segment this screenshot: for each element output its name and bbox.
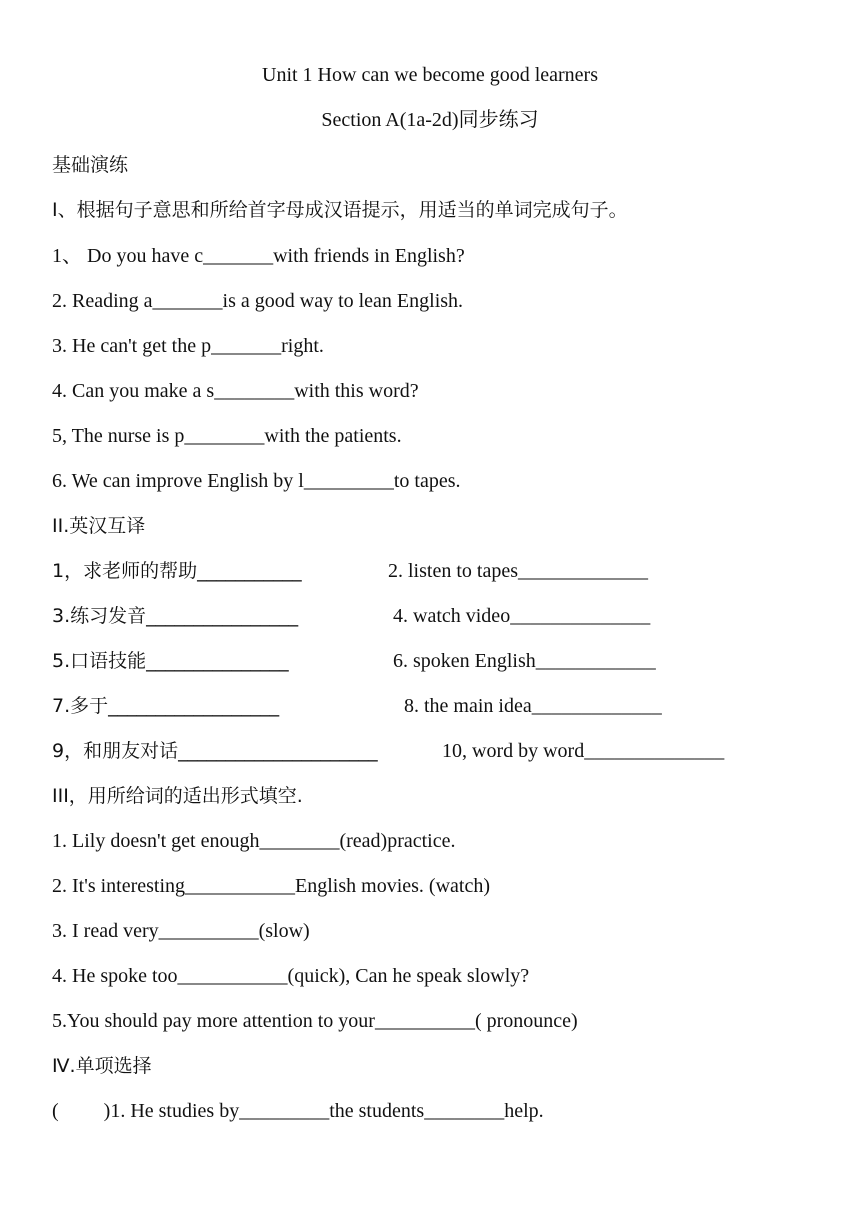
part3-item-4: 4. He spoke too___________(quick), Can he speak slowly? xyxy=(52,965,530,987)
part2-item-left-5: 5.口语技能_______________ xyxy=(52,650,289,672)
part2-item-left-3: 3.练习发音________________ xyxy=(52,605,299,627)
part2-heading: II.英汉互译 xyxy=(52,515,146,537)
basic-practice-heading: 基础演练 xyxy=(52,154,129,176)
part1-heading: I、根据句子意思和所给首字母成汉语提示，用适当的单词完成句子。 xyxy=(52,199,628,221)
part3-item-5: 5.You should pay more attention to your__________( pronounce) xyxy=(52,1010,578,1032)
part1-item-2: 2. Reading a_______is a good way to lean English. xyxy=(52,290,464,312)
part1-item-3: 3. He can't get the p_______right. xyxy=(52,335,324,357)
part2-item-right-6: 6. spoken English____________ xyxy=(393,650,656,672)
part2-item-left-1: 1，求老师的帮助___________ xyxy=(52,560,302,582)
part1-item-5: 5, The nurse is p________with the patients. xyxy=(52,425,402,447)
part2-item-left-7: 7.多于__________________ xyxy=(52,695,280,717)
worksheet-title: Unit 1 How can we become good learners xyxy=(262,64,598,86)
part4-heading: Ⅳ.单项选择 xyxy=(52,1055,152,1077)
part1-item-1: 1、 Do you have c_______with friends in English? xyxy=(52,245,465,267)
part1-item-6: 6. We can improve English by l_________to tapes. xyxy=(52,470,461,492)
part2-item-right-2: 2. listen to tapes_____________ xyxy=(388,560,648,582)
part3-item-2: 2. It's interesting___________English movies. (watch) xyxy=(52,875,490,897)
part2-item-right-4: 4. watch video______________ xyxy=(393,605,651,627)
part2-item-right-10: 10, word by word______________ xyxy=(442,740,725,762)
part3-heading: III，用所给词的适出形式填空. xyxy=(52,785,303,807)
part2-item-right-8: 8. the main idea_____________ xyxy=(404,695,662,717)
part2-item-left-9: 9，和朋友对话_____________________ xyxy=(52,740,378,762)
worksheet-subtitle: Section A(1a-2d)同步练习 xyxy=(321,109,539,131)
part4-item-1: ( )1. He studies by_________the students________help. xyxy=(52,1100,544,1122)
part3-item-3: 3. I read very__________(slow) xyxy=(52,920,310,942)
part3-item-1: 1. Lily doesn't get enough________(read)practice. xyxy=(52,830,456,852)
part1-item-4: 4. Can you make a s________with this word? xyxy=(52,380,419,402)
